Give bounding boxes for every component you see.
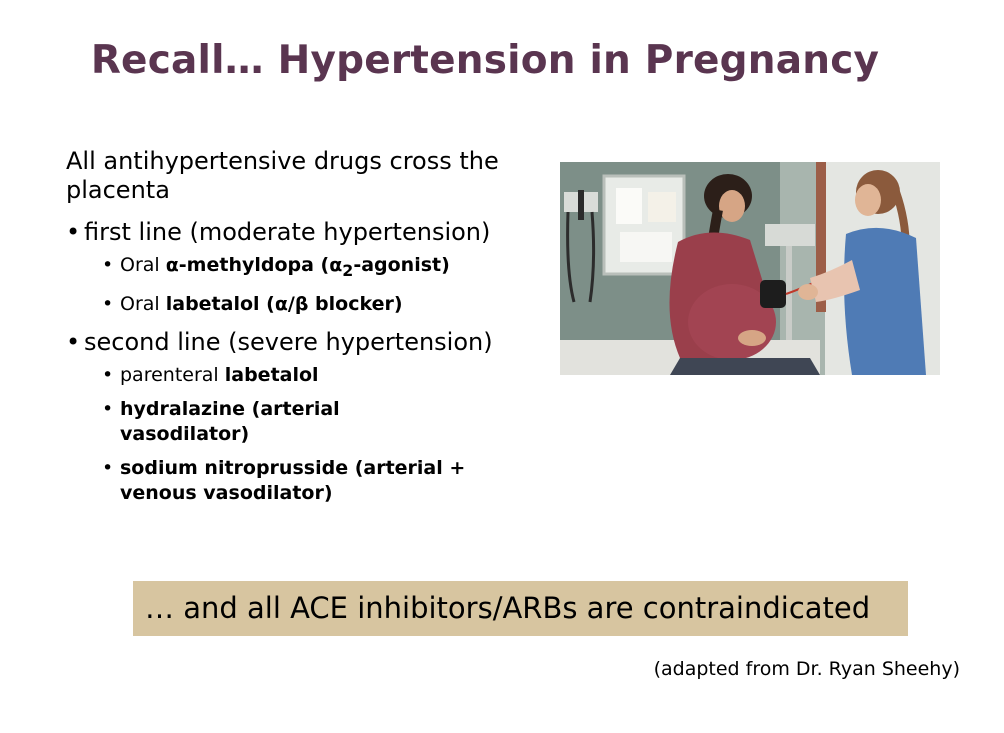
item-drug: labetalol (α/β blocker) [165, 292, 403, 315]
item-subscript: 2 [342, 260, 354, 280]
bullet-content [66, 147, 536, 516]
first-line-list [66, 253, 536, 317]
item-prefix: parenteral [120, 363, 225, 386]
intro-text: All antihypertensive drugs cross the placenta [66, 147, 499, 204]
contraindication-banner: … and all ACE inhibitors/ARBs are contraindicated [133, 581, 908, 636]
slide-title: Recall… Hypertension in Pregnancy [90, 38, 880, 83]
item-drug: α-methyldopa (α [165, 254, 343, 276]
second-line-item-nitroprusside [66, 456, 480, 506]
pregnant-patient-bp-photo [560, 162, 940, 375]
item-prefix: Oral [120, 292, 166, 315]
second-line-item-hydralazine [66, 397, 420, 447]
item-drug: labetalol [224, 363, 319, 386]
first-line-heading: • first line (moderate hypertension) [66, 217, 536, 247]
source-credit: (adapted from Dr. Ryan Sheehy) [653, 658, 960, 680]
first-line-item-labetalol [66, 292, 536, 317]
item-drug-suffix: -agonist) [353, 254, 450, 276]
item-prefix: Oral [120, 254, 166, 276]
second-line-list [66, 363, 536, 506]
item-drug: hydralazine (arterial vasodilator) [120, 397, 340, 445]
second-line-heading: • second line (severe hypertension) [66, 327, 536, 357]
first-line-item-methyldopa [66, 253, 536, 283]
item-drug: sodium nitroprusside (arterial + venous vasodilator) [120, 456, 466, 504]
second-line-item-labetalol [66, 363, 536, 388]
